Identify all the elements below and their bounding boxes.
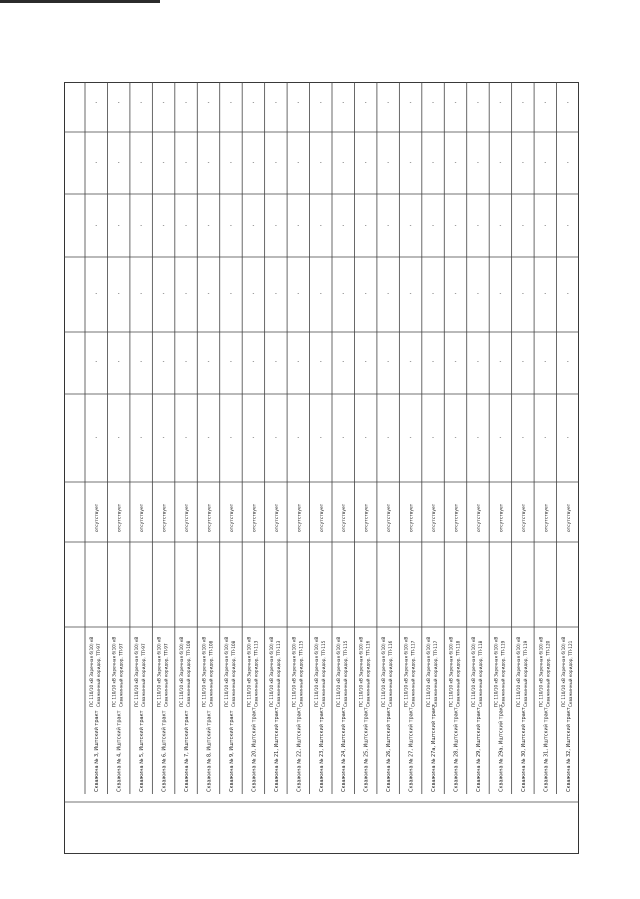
- power-source-cell: ПС 110/10 кВ Заречная 6(10) кВ: [201, 636, 207, 707]
- object-name-cell: Скважина № 7, Иштский тракт: [184, 710, 191, 792]
- power-source-cell: ПС 110/10 кВ Заречная 6(10) кВ: [448, 636, 454, 707]
- power-source-cell: Скважинный коридор, ТП-119: [522, 640, 528, 707]
- empty-cell-mark: -: [477, 291, 479, 297]
- power-source-cell: ПС 110/10 кВ Заречная 6(10) кВ: [426, 636, 432, 707]
- status-cell: отсутствует: [95, 503, 101, 532]
- empty-cell-mark: -: [387, 435, 390, 441]
- empty-cell-mark: -: [185, 223, 187, 229]
- empty-cell-mark: -: [409, 435, 412, 441]
- empty-cell-mark: -: [297, 100, 300, 106]
- object-name-cell: Скважина № 32, Иштский тракт: [565, 707, 572, 792]
- object-name-cell: Скважина № 21, Иштский тракт: [273, 707, 280, 792]
- status-cell: отсутствует: [342, 503, 348, 532]
- empty-cell-mark: -: [274, 100, 277, 106]
- empty-cell-mark: -: [521, 223, 524, 229]
- status-cell: отсутствует: [544, 503, 550, 532]
- empty-cell-mark: -: [207, 223, 210, 229]
- empty-cell-mark: -: [387, 291, 390, 297]
- empty-cell-mark: -: [499, 291, 502, 297]
- empty-cell-mark: -: [319, 160, 322, 166]
- empty-cell-mark: -: [499, 359, 502, 365]
- empty-cell-mark: -: [432, 160, 434, 166]
- empty-cell-mark: -: [521, 359, 524, 365]
- empty-cell-mark: -: [319, 223, 322, 229]
- empty-cell-mark: -: [117, 223, 120, 229]
- empty-cell-mark: -: [140, 359, 143, 365]
- status-cell: отсутствует: [274, 503, 280, 532]
- empty-cell-mark: -: [364, 160, 367, 166]
- object-name-cell: Скважина № 31, Иштский тракт: [543, 707, 550, 792]
- status-cell: отсутствует: [229, 503, 235, 532]
- empty-cell-mark: -: [274, 223, 277, 229]
- empty-cell-mark: -: [566, 160, 569, 166]
- empty-cell-mark: -: [274, 160, 277, 166]
- empty-cell-mark: -: [499, 160, 502, 166]
- power-source-cell: ПС 110/10 кВ Заречная 6(10) кВ: [246, 636, 252, 707]
- empty-cell-mark: -: [477, 160, 479, 166]
- empty-cell-mark: -: [230, 100, 232, 106]
- empty-cell-mark: -: [477, 435, 479, 441]
- rotated-table: [64, 82, 579, 854]
- object-name-cell: Скважина № 24, Иштский тракт: [341, 707, 348, 792]
- object-name-cell: Скважина № 23, Иштский тракт: [318, 707, 325, 792]
- empty-cell-mark: -: [342, 223, 345, 229]
- empty-cell-mark: -: [521, 100, 524, 106]
- empty-cell-mark: -: [454, 223, 457, 229]
- empty-cell-mark: -: [319, 359, 322, 365]
- power-source-cell: Скважинный коридор, ТП-116: [365, 640, 371, 707]
- empty-cell-mark: -: [252, 160, 255, 166]
- empty-cell-mark: -: [499, 435, 502, 441]
- empty-cell-mark: -: [297, 160, 300, 166]
- power-source-cell: Скважинный коридор, ТП-113: [253, 640, 259, 707]
- empty-cell-mark: -: [499, 100, 502, 106]
- status-cell: отсутствует: [319, 503, 325, 532]
- power-source-cell: ПС 110/10 кВ Заречная 6(10) кВ: [134, 636, 140, 707]
- status-cell: отсутствует: [476, 503, 482, 532]
- empty-cell-mark: -: [342, 435, 345, 441]
- empty-cell-mark: -: [117, 160, 120, 166]
- status-cell: отсутствует: [364, 503, 370, 532]
- power-source-cell: ПС 110/10 кВ Заречная 6(10) кВ: [336, 636, 342, 707]
- empty-cell-mark: -: [95, 291, 98, 297]
- empty-cell-mark: -: [230, 223, 232, 229]
- empty-cell-mark: -: [95, 160, 98, 166]
- empty-cell-mark: -: [319, 100, 322, 106]
- object-name-cell: Скважина № 20, Иштский тракт: [251, 707, 258, 792]
- power-source-cell: ПС 110/10 кВ Заречная 6(10) кВ: [560, 636, 566, 707]
- empty-cell-mark: -: [117, 100, 120, 106]
- empty-cell-mark: -: [207, 100, 210, 106]
- empty-cell-mark: -: [185, 160, 187, 166]
- empty-cell-mark: -: [521, 291, 524, 297]
- empty-cell-mark: -: [342, 100, 345, 106]
- status-cell: отсутствует: [297, 503, 303, 532]
- power-source-cell: ПС 110/10 кВ Заречная 6(10) кВ: [470, 636, 476, 707]
- power-source-cell: Скважинный коридор, ТП-108: [186, 640, 192, 707]
- empty-cell-mark: -: [207, 291, 210, 297]
- power-source-cell: ПС 110/10 кВ Заречная 6(10) кВ: [538, 636, 544, 707]
- power-source-cell: ПС 110/10 кВ Заречная 6(10) кВ: [493, 636, 499, 707]
- empty-cell-mark: -: [140, 100, 143, 106]
- empty-cell-mark: -: [409, 160, 412, 166]
- empty-cell-mark: -: [432, 223, 434, 229]
- empty-cell-mark: -: [544, 359, 547, 365]
- empty-cell-mark: -: [364, 435, 367, 441]
- empty-cell-mark: -: [521, 435, 524, 441]
- status-cell: отсутствует: [454, 503, 460, 532]
- empty-cell-mark: -: [297, 223, 300, 229]
- status-cell: отсутствует: [566, 503, 572, 532]
- empty-cell-mark: -: [140, 435, 143, 441]
- power-source-cell: Скважинный коридор, ТП-118: [455, 640, 461, 707]
- empty-cell-mark: -: [162, 435, 165, 441]
- empty-cell-mark: -: [252, 100, 255, 106]
- empty-cell-mark: -: [207, 359, 210, 365]
- empty-cell-mark: -: [297, 291, 300, 297]
- empty-cell-mark: -: [140, 291, 143, 297]
- status-cell: отсутствует: [207, 503, 213, 532]
- power-source-cell: Скважинный коридор, ТП-118: [477, 640, 483, 707]
- empty-cell-mark: -: [117, 359, 120, 365]
- power-source-cell: Скважинный коридор, ТП-108: [208, 640, 214, 707]
- power-source-cell: Скважинный коридор, ТП-117: [410, 640, 416, 707]
- empty-cell-mark: -: [364, 100, 367, 106]
- empty-cell-mark: -: [252, 359, 255, 365]
- empty-cell-mark: -: [117, 291, 120, 297]
- empty-cell-mark: -: [274, 435, 277, 441]
- status-cell: отсутствует: [117, 503, 123, 532]
- empty-cell-mark: -: [162, 223, 165, 229]
- empty-cell-mark: -: [342, 160, 345, 166]
- power-source-cell: ПС 110/10 кВ Заречная 6(10) кВ: [403, 636, 409, 707]
- empty-cell-mark: -: [207, 160, 210, 166]
- power-source-cell: Скважинный коридор, ТП-116: [388, 640, 394, 707]
- power-source-cell: ПС 110/10 кВ Заречная 6(10) кВ: [381, 636, 387, 707]
- power-source-cell: Скважинный коридор, ТП-115: [298, 640, 304, 707]
- status-cell: отсутствует: [432, 503, 438, 532]
- status-cell: отсутствует: [387, 503, 393, 532]
- object-name-cell: Скважина № 5, Иштский тракт: [139, 710, 146, 792]
- empty-cell-mark: -: [544, 223, 547, 229]
- empty-cell-mark: -: [185, 359, 187, 365]
- status-cell: отсутствует: [521, 503, 527, 532]
- status-cell: отсутствует: [140, 503, 146, 532]
- empty-cell-mark: -: [162, 291, 165, 297]
- power-source-cell: Скважинный коридор, ТП-120: [545, 640, 551, 707]
- empty-cell-mark: -: [477, 223, 479, 229]
- object-name-cell: Скважина № 27, Иштский тракт: [408, 707, 415, 792]
- empty-cell-mark: -: [230, 291, 232, 297]
- empty-cell-mark: -: [454, 359, 457, 365]
- scan-edge-line: [0, 0, 160, 3]
- power-source-cell: Скважинный коридор, ТП-97: [118, 643, 124, 707]
- table-grid: [64, 82, 579, 854]
- empty-cell-mark: -: [409, 291, 412, 297]
- empty-cell-mark: -: [117, 435, 120, 441]
- empty-cell-mark: -: [297, 359, 300, 365]
- status-cell: отсутствует: [499, 503, 505, 532]
- power-source-cell: ПС 110/10 кВ Заречная 6(10) кВ: [515, 636, 521, 707]
- empty-cell-mark: -: [185, 291, 187, 297]
- empty-cell-mark: -: [207, 435, 210, 441]
- empty-cell-mark: -: [319, 291, 322, 297]
- empty-cell-mark: -: [477, 359, 479, 365]
- empty-cell-mark: -: [230, 435, 232, 441]
- status-cell: отсутствует: [409, 503, 415, 532]
- power-source-cell: ПС 110/10 кВ Заречная 6(10) кВ: [291, 636, 297, 707]
- power-source-cell: ПС 110/10 кВ Заречная 6(10) кВ: [313, 636, 319, 707]
- power-source-cell: Скважинный коридор, ТП-97: [163, 643, 169, 707]
- empty-cell-mark: -: [499, 223, 502, 229]
- empty-cell-mark: -: [409, 223, 412, 229]
- empty-cell-mark: -: [566, 359, 569, 365]
- empty-cell-mark: -: [274, 359, 277, 365]
- object-name-cell: Скважина № 29, Иштский тракт: [475, 707, 482, 792]
- empty-cell-mark: -: [387, 223, 390, 229]
- empty-cell-mark: -: [364, 359, 367, 365]
- power-source-cell: Скважинный коридор, ТП-97: [141, 643, 147, 707]
- empty-cell-mark: -: [454, 435, 457, 441]
- object-name-cell: Скважина № 26, Иштский тракт: [386, 707, 393, 792]
- power-source-cell: Скважинный коридор, ТП-121: [567, 640, 573, 707]
- empty-cell-mark: -: [252, 223, 255, 229]
- power-source-cell: ПС 110/10 кВ Заречная 6(10) кВ: [89, 636, 95, 707]
- power-source-cell: ПС 110/10 кВ Заречная 6(10) кВ: [268, 636, 274, 707]
- power-source-cell: Скважинный коридор, ТП-115: [320, 640, 326, 707]
- empty-cell-mark: -: [454, 160, 457, 166]
- empty-cell-mark: -: [409, 359, 412, 365]
- status-cell: отсутствует: [162, 503, 168, 532]
- empty-cell-mark: -: [230, 359, 232, 365]
- object-name-cell: Скважина № 28, Иштский тракт: [453, 707, 460, 792]
- power-source-cell: ПС 110/10 кВ Заречная 6(10) кВ: [156, 636, 162, 707]
- empty-cell-mark: -: [95, 223, 98, 229]
- empty-cell-mark: -: [432, 291, 434, 297]
- empty-cell-mark: -: [409, 100, 412, 106]
- empty-cell-mark: -: [544, 291, 547, 297]
- empty-cell-mark: -: [432, 359, 434, 365]
- status-cell: отсутствует: [185, 503, 191, 532]
- empty-cell-mark: -: [544, 100, 547, 106]
- empty-cell-mark: -: [521, 160, 524, 166]
- empty-cell-mark: -: [454, 100, 457, 106]
- empty-cell-mark: -: [140, 160, 143, 166]
- power-source-cell: ПС 110/10 кВ Заречная 6(10) кВ: [223, 636, 229, 707]
- empty-cell-mark: -: [566, 291, 569, 297]
- empty-cell-mark: -: [364, 291, 367, 297]
- empty-cell-mark: -: [95, 100, 98, 106]
- empty-cell-mark: -: [544, 435, 547, 441]
- status-cell: отсутствует: [252, 503, 258, 532]
- empty-cell-mark: -: [342, 291, 345, 297]
- empty-cell-mark: -: [162, 100, 165, 106]
- empty-cell-mark: -: [432, 100, 434, 106]
- empty-cell-mark: -: [387, 100, 390, 106]
- empty-cell-mark: -: [230, 160, 232, 166]
- empty-cell-mark: -: [342, 359, 345, 365]
- empty-cell-mark: -: [387, 160, 390, 166]
- empty-cell-mark: -: [95, 359, 98, 365]
- empty-cell-mark: -: [544, 160, 547, 166]
- empty-cell-mark: -: [432, 435, 434, 441]
- empty-cell-mark: -: [319, 435, 322, 441]
- empty-cell-mark: -: [185, 100, 187, 106]
- power-source-cell: Скважинный коридор, ТП-117: [433, 640, 439, 707]
- empty-cell-mark: -: [252, 435, 255, 441]
- empty-cell-mark: -: [387, 359, 390, 365]
- empty-cell-mark: -: [162, 359, 165, 365]
- empty-cell-mark: -: [297, 435, 300, 441]
- object-name-cell: Скважина № 27а, Иштский тракт: [431, 704, 438, 792]
- object-name-cell: Скважина № 6, Иштский тракт: [161, 710, 168, 792]
- empty-cell-mark: -: [95, 435, 98, 441]
- empty-cell-mark: -: [364, 223, 367, 229]
- power-source-cell: ПС 110/10 кВ Заречная 6(10) кВ: [111, 636, 117, 707]
- empty-cell-mark: -: [454, 291, 457, 297]
- empty-cell-mark: -: [252, 291, 255, 297]
- empty-cell-mark: -: [274, 291, 277, 297]
- empty-cell-mark: -: [140, 223, 143, 229]
- object-name-cell: Скважина № 3, Иштский тракт: [94, 710, 101, 792]
- empty-cell-mark: -: [477, 100, 479, 106]
- object-name-cell: Скважина № 22, Иштский тракт: [296, 707, 303, 792]
- power-source-cell: Скважинный коридор, ТП-108: [230, 640, 236, 707]
- empty-cell-mark: -: [566, 435, 569, 441]
- empty-cell-mark: -: [566, 100, 569, 106]
- object-name-cell: Скважина № 8, Иштский тракт: [206, 710, 213, 792]
- object-name-cell: Скважина № 30, Иштский тракт: [520, 707, 527, 792]
- object-name-cell: Скважина № 29а, Иштский тракт: [498, 704, 505, 792]
- empty-cell-mark: -: [185, 435, 187, 441]
- power-source-cell: Скважинный коридор, ТП-97: [96, 643, 102, 707]
- power-source-cell: ПС 110/10 кВ Заречная 6(10) кВ: [179, 636, 185, 707]
- power-source-cell: Скважинный коридор, ТП-115: [343, 640, 349, 707]
- empty-cell-mark: -: [162, 160, 165, 166]
- object-name-cell: Скважина № 4, Иштский тракт: [116, 710, 123, 792]
- power-source-cell: Скважинный коридор, ТП-119: [500, 640, 506, 707]
- empty-cell-mark: -: [566, 223, 569, 229]
- power-source-cell: ПС 110/10 кВ Заречная 6(10) кВ: [358, 636, 364, 707]
- object-name-cell: Скважина № 25, Иштский тракт: [363, 707, 370, 792]
- power-source-cell: Скважинный коридор, ТП-113: [275, 640, 281, 707]
- object-name-cell: Скважина № 9, Иштский тракт: [228, 710, 235, 792]
